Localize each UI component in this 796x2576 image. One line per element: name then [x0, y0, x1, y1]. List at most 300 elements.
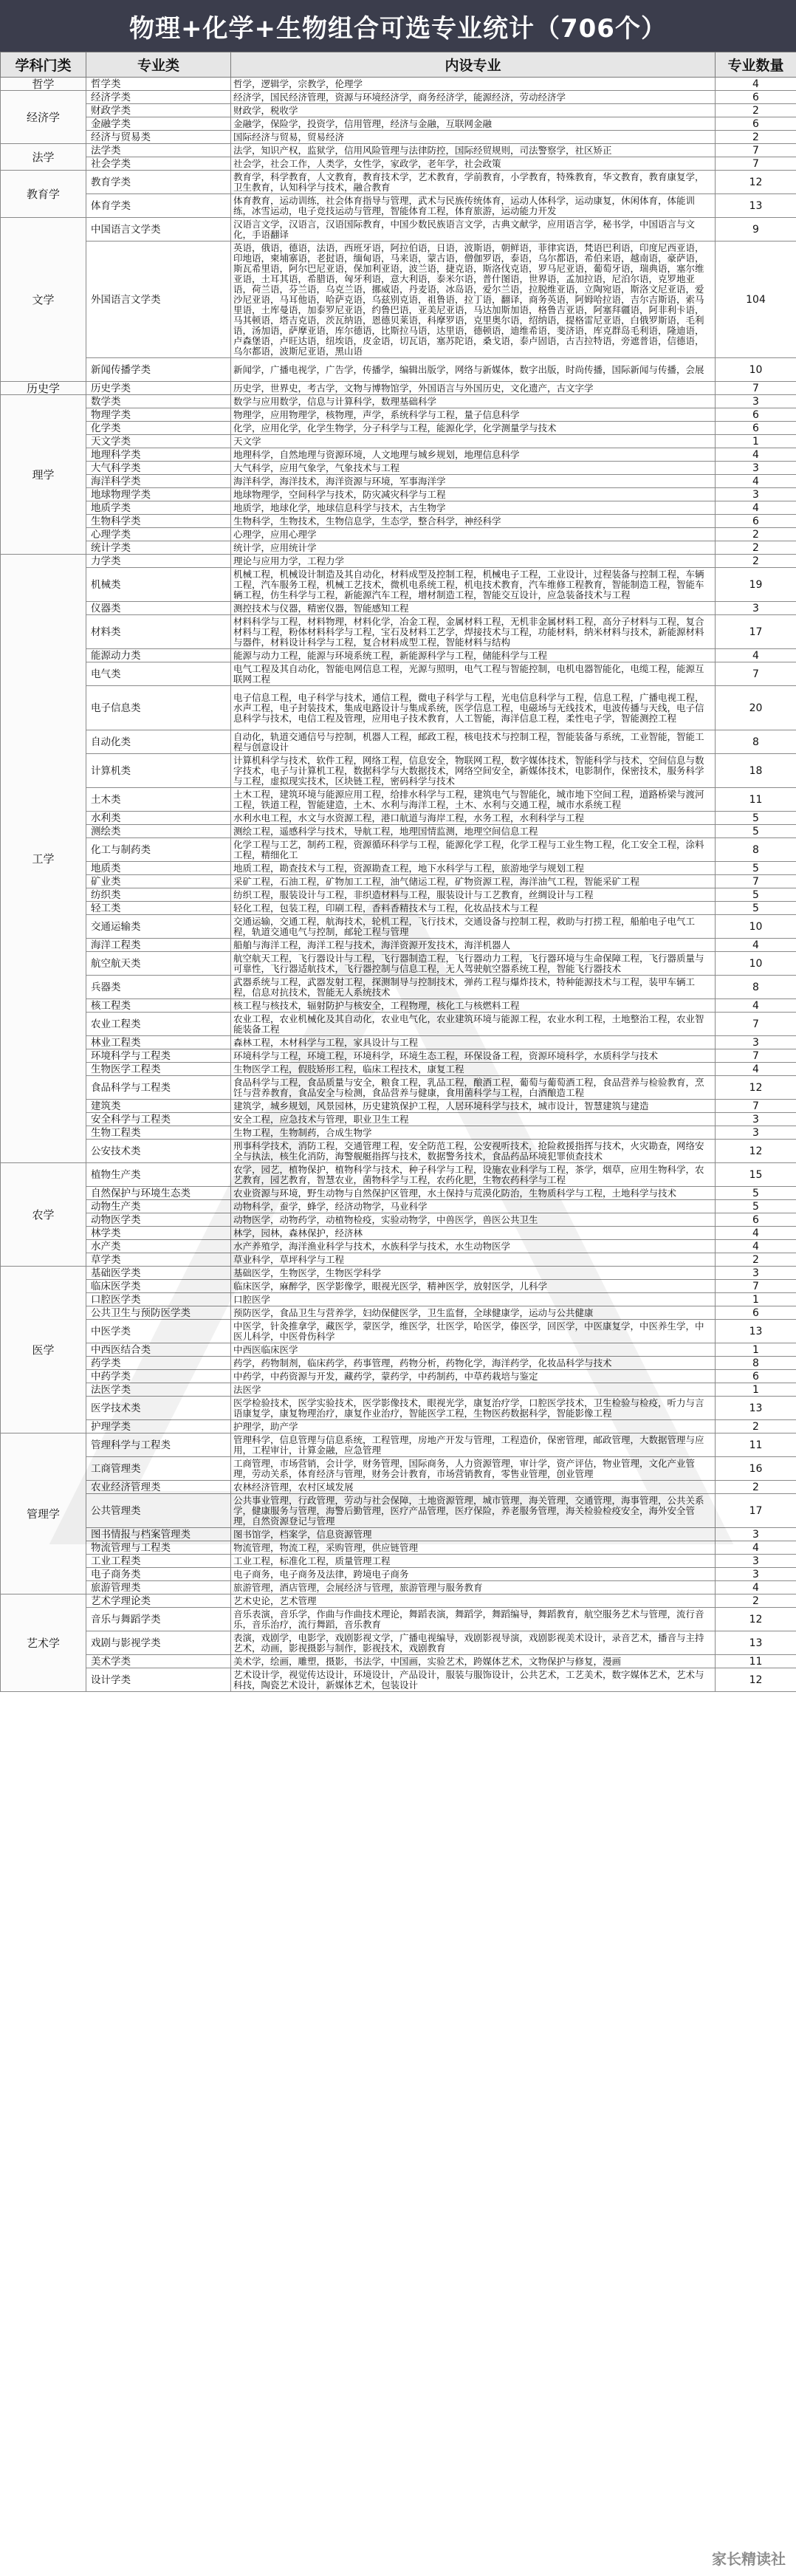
majors-cell: 数学与应用数学，信息与计算科学，数理基础科学 [231, 395, 716, 408]
count-cell: 17 [716, 1494, 796, 1528]
majors-cell: 法医学 [231, 1383, 716, 1397]
category-cell: 中医学类 [86, 1320, 231, 1343]
majors-cell: 农林经济管理，农村区域发展 [231, 1481, 716, 1494]
count-cell: 4 [716, 78, 796, 91]
category-cell: 音乐与舞蹈学类 [86, 1608, 231, 1631]
count-cell: 8 [716, 838, 796, 862]
count-cell: 10 [716, 358, 796, 382]
category-cell: 海洋工程类 [86, 939, 231, 952]
table-row [1, 144, 796, 157]
table-row [1, 1126, 796, 1140]
count-cell: 8 [716, 730, 796, 754]
table-row [1, 515, 796, 528]
count-cell: 10 [716, 952, 796, 976]
category-cell: 统计学类 [86, 541, 231, 555]
count-cell: 13 [716, 1397, 796, 1420]
category-cell: 工商管理类 [86, 1457, 231, 1481]
table-row [1, 952, 796, 976]
category-cell: 航空航天类 [86, 952, 231, 976]
table-row [1, 1555, 796, 1568]
discipline-cell: 经济学 [1, 91, 86, 144]
table-row [1, 615, 796, 649]
count-cell: 12 [716, 171, 796, 194]
category-cell: 水产类 [86, 1240, 231, 1253]
category-cell: 天文学类 [86, 435, 231, 448]
count-cell: 4 [716, 939, 796, 952]
table-row [1, 435, 796, 448]
category-cell: 计算机类 [86, 754, 231, 788]
count-cell: 6 [716, 1213, 796, 1227]
count-cell: 4 [716, 1240, 796, 1253]
category-cell: 电子商务类 [86, 1568, 231, 1581]
count-cell: 5 [716, 902, 796, 915]
table-row [1, 1631, 796, 1655]
count-cell: 1 [716, 435, 796, 448]
count-cell: 3 [716, 1036, 796, 1049]
majors-cell: 刑事科学技术，消防工程，交通管理工程，安全防范工程，公安视听技术，抢险救援指挥与技术，火灾勘查，网络安全与执法，核生化消防，海警舰艇指挥与技术，数据警务技术，食品药品环境犯罪侦查技术 [231, 1140, 716, 1163]
count-cell: 2 [716, 528, 796, 541]
count-cell: 3 [716, 1568, 796, 1581]
table-row [1, 382, 796, 395]
count-cell: 6 [716, 1306, 796, 1320]
majors-cell: 核工程与核技术，辐射防护与核安全，工程物理，核化工与核燃料工程 [231, 999, 716, 1013]
count-cell: 13 [716, 194, 796, 218]
count-cell: 2 [716, 1420, 796, 1433]
count-cell: 7 [716, 382, 796, 395]
category-cell: 外国语言文学类 [86, 242, 231, 358]
category-cell: 图书情报与档案管理类 [86, 1528, 231, 1541]
category-cell: 生物工程类 [86, 1126, 231, 1140]
majors-cell: 工商管理，市场营销，会计学，财务管理，国际商务，人力资源管理，审计学，资产评估，物业管理，文化产业管理，劳动关系，体育经济与管理，财务会计教育，市场营销教育，零售业管理，创业管理 [231, 1457, 716, 1481]
header-majors: 内设专业 [231, 52, 716, 78]
category-cell: 教育学类 [86, 171, 231, 194]
count-cell: 7 [716, 1049, 796, 1063]
category-cell: 农业经济管理类 [86, 1481, 231, 1494]
majors-cell: 预防医学，食品卫生与营养学，妇幼保健医学，卫生监督，全球健康学，运动与公共健康 [231, 1306, 716, 1320]
category-cell: 自动化类 [86, 730, 231, 754]
count-cell: 5 [716, 1187, 796, 1200]
category-cell: 物流管理与工程类 [86, 1541, 231, 1555]
category-cell: 林学类 [86, 1227, 231, 1240]
count-cell: 7 [716, 662, 796, 686]
major-statistics-table [0, 52, 796, 1692]
table-row [1, 999, 796, 1013]
table-row [1, 1568, 796, 1581]
table-row [1, 1163, 796, 1187]
category-cell: 新闻传播学类 [86, 358, 231, 382]
discipline-cell: 教育学 [1, 171, 86, 218]
majors-cell: 电气工程及其自动化，智能电网信息工程，光源与照明，电气工程与智能控制，电机电器智能化，电缆工程，能源互联网工程 [231, 662, 716, 686]
majors-cell: 化学工程与工艺，制药工程，资源循环科学与工程，能源化学工程，化学工程与工业生物工程，化工安全工程，涂料工程，精细化工 [231, 838, 716, 862]
table-row [1, 754, 796, 788]
count-cell: 12 [716, 1140, 796, 1163]
count-cell: 4 [716, 1227, 796, 1240]
category-cell: 财政学类 [86, 104, 231, 117]
table-row [1, 1655, 796, 1668]
majors-cell: 地球物理学，空间科学与技术，防灾减灾科学与工程 [231, 488, 716, 501]
majors-cell: 草业科学，草坪科学与工程 [231, 1253, 716, 1267]
category-cell: 物理学类 [86, 408, 231, 422]
table-row [1, 1343, 796, 1357]
category-cell: 护理学类 [86, 1420, 231, 1433]
majors-cell: 教育学，科学教育，人文教育，教育技术学，艺术教育，学前教育，小学教育，特殊教育，华文教育，教育康复学，卫生教育，认知科学与技术，融合教育 [231, 171, 716, 194]
category-cell: 环境科学与工程类 [86, 1049, 231, 1063]
majors-cell: 护理学，助产学 [231, 1420, 716, 1433]
majors-cell: 测绘工程，遥感科学与技术，导航工程，地理国情监测，地理空间信息工程 [231, 825, 716, 838]
table-row [1, 1063, 796, 1076]
table-row [1, 939, 796, 952]
table-row [1, 1608, 796, 1631]
count-cell: 9 [716, 218, 796, 242]
table-row [1, 602, 796, 615]
table-body [1, 78, 796, 1692]
majors-cell: 土木工程，建筑环境与能源应用工程，给排水科学与工程，建筑电气与智能化，城市地下空间工程，道路桥梁与渡河工程，铁道工程，智能建造，土木、水利与海洋工程，土木、水利与交通工程，城市水系统工程 [231, 788, 716, 812]
header-discipline: 学科门类 [1, 52, 86, 78]
count-cell: 6 [716, 422, 796, 435]
majors-cell: 船舶与海洋工程，海洋工程与技术，海洋资源开发技术，海洋机器人 [231, 939, 716, 952]
count-cell: 8 [716, 976, 796, 999]
table-row [1, 1036, 796, 1049]
majors-cell: 公共事业管理，行政管理，劳动与社会保障，土地资源管理，城市管理，海关管理，交通管理，海事管理，公共关系学，健康服务与管理，海警后勤管理，医疗产品管理，医疗保险，养老服务管理，海关检验检疫安全，海外安全管理，自然资源登记与管理 [231, 1494, 716, 1528]
table-row [1, 78, 796, 91]
majors-cell: 轻化工程，包装工程，印刷工程，香料香精技术与工程，化妆品技术与工程 [231, 902, 716, 915]
table-row [1, 1240, 796, 1253]
majors-cell: 采矿工程，石油工程，矿物加工工程，油气储运工程，矿物资源工程，海洋油气工程，智能采矿工程 [231, 875, 716, 888]
category-cell: 公安技术类 [86, 1140, 231, 1163]
header-category: 专业类 [86, 52, 231, 78]
category-cell: 公共管理类 [86, 1494, 231, 1528]
count-cell: 4 [716, 1541, 796, 1555]
table-row [1, 475, 796, 488]
table-row [1, 812, 796, 825]
table-row [1, 662, 796, 686]
majors-cell: 医学检验技术，医学实验技术，医学影像技术，眼视光学，康复治疗学，口腔医学技术，卫生检验与检疫，听力与言语康复学，康复物理治疗，康复作业治疗，智能医学工程，生物医药数据科学，智能影像工程 [231, 1397, 716, 1420]
table-row [1, 838, 796, 862]
category-cell: 工业工程类 [86, 1555, 231, 1568]
count-cell: 3 [716, 1528, 796, 1541]
table-row [1, 395, 796, 408]
majors-cell: 能源与动力工程，能源与环境系统工程，新能源科学与工程，储能科学与工程 [231, 649, 716, 662]
majors-cell: 金融学，保险学，投资学，信用管理，经济与金融，互联网金融 [231, 117, 716, 131]
table-row [1, 1357, 796, 1370]
table-row [1, 730, 796, 754]
discipline-cell: 文学 [1, 218, 86, 382]
category-cell: 测绘类 [86, 825, 231, 838]
majors-cell: 表演，戏剧学，电影学，戏剧影视文学，广播电视编导，戏剧影视导演，戏剧影视美术设计，录音艺术，播音与主持艺术，动画，影视摄影与制作，影视技术，戏剧教育 [231, 1631, 716, 1655]
category-cell: 农业工程类 [86, 1013, 231, 1036]
category-cell: 材料类 [86, 615, 231, 649]
table-row [1, 358, 796, 382]
category-cell: 动物医学类 [86, 1213, 231, 1227]
majors-cell: 动物医学，动物药学，动植物检疫，实验动物学，中兽医学，兽医公共卫生 [231, 1213, 716, 1227]
table-row [1, 788, 796, 812]
majors-cell: 新闻学，广播电视学，广告学，传播学，编辑出版学，网络与新媒体，数字出版，时尚传播，国际新闻与传播，会展 [231, 358, 716, 382]
majors-cell: 国际经济与贸易，贸易经济 [231, 131, 716, 144]
category-cell: 建筑类 [86, 1100, 231, 1113]
count-cell: 4 [716, 999, 796, 1013]
majors-cell: 建筑学，城乡规划，风景园林，历史建筑保护工程，人居环境科学与技术，城市设计，智慧建筑与建造 [231, 1100, 716, 1113]
count-cell: 3 [716, 602, 796, 615]
majors-cell: 材料科学与工程，材料物理，材料化学，冶金工程，金属材料工程，无机非金属材料工程，高分子材料与工程，复合材料与工程，粉体材料科学与工程，宝石及材料工艺学，焊接技术与工程，功能材料，纳米材料与技术，新能源材料与器件，材料设计科学与工程，复合材料成型工程，智能材料与结构 [231, 615, 716, 649]
table-row [1, 422, 796, 435]
count-cell: 10 [716, 915, 796, 939]
discipline-cell: 历史学 [1, 382, 86, 395]
page-title-banner [0, 0, 796, 52]
majors-cell: 物流管理，物流工程，采购管理，供应链管理 [231, 1541, 716, 1555]
count-cell: 11 [716, 1655, 796, 1668]
category-cell: 海洋科学类 [86, 475, 231, 488]
category-cell: 基础医学类 [86, 1267, 231, 1280]
count-cell: 5 [716, 888, 796, 902]
table-row [1, 157, 796, 171]
count-cell: 1 [716, 1383, 796, 1397]
table-row [1, 1397, 796, 1420]
majors-cell: 历史学，世界史，考古学，文物与博物馆学，外国语言与外国历史，文化遗产，古文字学 [231, 382, 716, 395]
category-cell: 口腔医学类 [86, 1293, 231, 1306]
category-cell: 大气科学类 [86, 462, 231, 475]
table-row [1, 915, 796, 939]
category-cell: 医学技术类 [86, 1397, 231, 1420]
table-row [1, 1293, 796, 1306]
count-cell: 2 [716, 104, 796, 117]
majors-cell: 自动化，轨道交通信号与控制，机器人工程，邮政工程，核电技术与控制工程，智能装备与系统，工业智能，智能工程与创意设计 [231, 730, 716, 754]
majors-cell: 环境科学与工程，环境工程，环境科学，环境生态工程，环保设备工程，资源环境科学，水质科学与技术 [231, 1049, 716, 1063]
table-row [1, 1280, 796, 1293]
majors-cell: 武器系统与工程，武器发射工程，探测制导与控制技术，弹药工程与爆炸技术，特种能源技术与工程，装甲车辆工程，信息对抗技术，智能无人系统技术 [231, 976, 716, 999]
count-cell: 3 [716, 1126, 796, 1140]
table-row [1, 1227, 796, 1240]
majors-cell: 大气科学，应用气象学，气象技术与工程 [231, 462, 716, 475]
count-cell: 6 [716, 117, 796, 131]
majors-cell: 药学，药物制剂，临床药学，药事管理，药物分析，药物化学，海洋药学，化妆品科学与技术 [231, 1357, 716, 1370]
page-title: 物理+化学+生物组合可选专业统计（706个） [129, 13, 667, 44]
majors-cell: 电子信息工程，电子科学与技术，通信工程，微电子科学与工程，光电信息科学与工程，信息工程，广播电视工程，水声工程，电子封装技术，集成电路设计与集成系统，医学信息工程，电磁场与无线技术，电波传播与天线，电子信息科学与技术，电信工程及管理，应用电子技术教育，人工智能，海洋信息工程，柔性电子学，智能测控工程 [231, 686, 716, 730]
table-row [1, 528, 796, 541]
table-row [1, 1370, 796, 1383]
count-cell: 2 [716, 1594, 796, 1608]
count-cell: 4 [716, 448, 796, 462]
table-row [1, 1076, 796, 1100]
majors-cell: 计算机科学与技术，软件工程，网络工程，信息安全，物联网工程，数字媒体技术，智能科学与技术，空间信息与数字技术，电子与计算机工程，数据科学与大数据技术，网络空间安全，新媒体技术，电影制作，保密技术，服务科学与工程，虚拟现实技术，区块链工程，密码科学与技术 [231, 754, 716, 788]
table-row [1, 1541, 796, 1555]
majors-cell: 社会学，社会工作，人类学，女性学，家政学，老年学，社会政策 [231, 157, 716, 171]
count-cell: 7 [716, 1100, 796, 1113]
count-cell: 7 [716, 875, 796, 888]
table-row [1, 408, 796, 422]
table-row [1, 242, 796, 358]
count-cell: 4 [716, 1063, 796, 1076]
table-row [1, 1140, 796, 1163]
majors-cell: 生物工程，生物制药，合成生物学 [231, 1126, 716, 1140]
category-cell: 能源动力类 [86, 649, 231, 662]
table-row [1, 1013, 796, 1036]
category-cell: 草学类 [86, 1253, 231, 1267]
table-row [1, 1306, 796, 1320]
majors-cell: 农业资源与环境，野生动物与自然保护区管理，水土保持与荒漠化防治，生物质科学与工程，土地科学与技术 [231, 1187, 716, 1200]
count-cell: 5 [716, 812, 796, 825]
majors-cell: 英语，俄语，德语，法语，西班牙语，阿拉伯语，日语，波斯语，朝鲜语，菲律宾语，梵语巴利语，印度尼西亚语，印地语，柬埔寨语，老挝语，缅甸语，马来语，蒙古语，僧伽罗语，泰语，乌尔都语，希伯来语，越南语，豪萨语，斯瓦希里语，阿尔巴尼亚语，保加利亚语，波兰语，捷克语，斯洛伐克语，罗马尼亚语，葡萄牙语，瑞典语，塞尔维亚语，土耳其语，希腊语，匈牙利语，意大利语，泰米尔语，普什图语，世界语，孟加拉语，尼泊尔语，克罗地亚语，荷兰语，芬兰语，乌克兰语，挪威语，丹麦语，冰岛语，爱尔兰语，拉脱维亚语，立陶宛语，斯洛文尼亚语，爱沙尼亚语，马耳他语，哈萨克语，乌兹别克语，祖鲁语，拉丁语，翻译，商务英语，阿姆哈拉语，吉尔吉斯语，索马里语，土库曼语，加泰罗尼亚语，约鲁巴语，亚美尼亚语，马达加斯加语，格鲁吉亚语，阿塞拜疆语，阿非利卡语，马其顿语，塔吉克语，茨瓦纳语，恩德贝莱语，科摩罗语，克里奥尔语，绍纳语，提格雷尼亚语，白俄罗斯语，毛利语，汤加语，萨摩亚语，库尔德语，比斯拉马语，达里语，德顿语，迪维希语，斐济语，库克群岛毛利语，隆迪语，卢森堡语，卢旺达语，纽埃语，皮金语，切瓦语，塞苏陀语，桑戈语，泰卢固语，古吉拉特语，旁遮普语，信德语，乌尔都语，波斯尼亚语，黑山语 [231, 242, 716, 358]
table-row [1, 448, 796, 462]
majors-cell: 中药学，中药资源与开发，藏药学，蒙药学，中药制药，中草药栽培与鉴定 [231, 1370, 716, 1383]
table-row [1, 875, 796, 888]
category-cell: 药学类 [86, 1357, 231, 1370]
count-cell: 4 [716, 1581, 796, 1594]
table-row [1, 1528, 796, 1541]
header-count: 专业数量 [716, 52, 796, 78]
table-row [1, 171, 796, 194]
count-cell: 11 [716, 1433, 796, 1457]
table-row [1, 1668, 796, 1692]
category-cell: 化工与制药类 [86, 838, 231, 862]
table-row [1, 488, 796, 501]
majors-cell: 图书馆学，档案学，信息资源管理 [231, 1528, 716, 1541]
category-cell: 地理科学类 [86, 448, 231, 462]
category-cell: 林业工程类 [86, 1036, 231, 1049]
category-cell: 临床医学类 [86, 1280, 231, 1293]
majors-cell: 经济学，国民经济管理，资源与环境经济学，商务经济学，能源经济，劳动经济学 [231, 91, 716, 104]
category-cell: 植物生产类 [86, 1163, 231, 1187]
majors-cell: 艺术设计学，视觉传达设计，环境设计，产品设计，服装与服饰设计，公共艺术，工艺美术，数字媒体艺术，艺术与科技，陶瓷艺术设计，新媒体艺术，包装设计 [231, 1668, 716, 1692]
table-row [1, 1481, 796, 1494]
table-row [1, 1049, 796, 1063]
count-cell: 2 [716, 555, 796, 568]
category-cell: 经济与贸易类 [86, 131, 231, 144]
category-cell: 核工程类 [86, 999, 231, 1013]
count-cell: 18 [716, 754, 796, 788]
count-cell: 15 [716, 1163, 796, 1187]
majors-cell: 口腔医学 [231, 1293, 716, 1306]
table-row [1, 1494, 796, 1528]
category-cell: 心理学类 [86, 528, 231, 541]
majors-cell: 纺织工程，服装设计与工程，非织造材料与工程，服装设计与工艺教育，丝绸设计与工程 [231, 888, 716, 902]
count-cell: 4 [716, 501, 796, 515]
majors-cell: 农业工程，农业机械化及其自动化，农业电气化，农业建筑环境与能源工程，农业水利工程，土地整治工程，农业智能装备工程 [231, 1013, 716, 1036]
category-cell: 哲学类 [86, 78, 231, 91]
table-row [1, 976, 796, 999]
discipline-cell: 法学 [1, 144, 86, 171]
count-cell: 104 [716, 242, 796, 358]
count-cell: 7 [716, 157, 796, 171]
table-row [1, 862, 796, 875]
count-cell: 3 [716, 395, 796, 408]
majors-cell: 动物科学，蚕学，蜂学，经济动物学，马业科学 [231, 1200, 716, 1213]
table-row [1, 568, 796, 602]
count-cell: 2 [716, 1253, 796, 1267]
majors-cell: 体育教育，运动训练，社会体育指导与管理，武术与民族传统体育，运动人体科学，运动康复，休闲体育，体能训练，冰雪运动，电子竞技运动与管理，智能体育工程，体育旅游，运动能力开发 [231, 194, 716, 218]
count-cell: 1 [716, 1343, 796, 1357]
table-row [1, 686, 796, 730]
category-cell: 食品科学与工程类 [86, 1076, 231, 1100]
category-cell: 仪器类 [86, 602, 231, 615]
majors-cell: 地质工程，勘查技术与工程，资源勘查工程，地下水科学与工程，旅游地学与规划工程 [231, 862, 716, 875]
category-cell: 设计学类 [86, 1668, 231, 1692]
majors-cell: 理论与应用力学，工程力学 [231, 555, 716, 568]
count-cell: 12 [716, 1668, 796, 1692]
majors-cell: 海洋科学，海洋技术，海洋资源与环境，军事海洋学 [231, 475, 716, 488]
majors-cell: 天文学 [231, 435, 716, 448]
category-cell: 水利类 [86, 812, 231, 825]
majors-cell: 森林工程，木材科学与工程，家具设计与工程 [231, 1036, 716, 1049]
discipline-cell: 艺术学 [1, 1594, 86, 1692]
category-cell: 中国语言文学类 [86, 218, 231, 242]
count-cell: 2 [716, 1481, 796, 1494]
footer-watermark: 家长精读社 [712, 2550, 786, 2568]
category-cell: 电子信息类 [86, 686, 231, 730]
category-cell: 生物科学类 [86, 515, 231, 528]
category-cell: 交通运输类 [86, 915, 231, 939]
table-row [1, 117, 796, 131]
majors-cell: 食品科学与工程，食品质量与安全，粮食工程，乳品工程，酿酒工程，葡萄与葡萄酒工程，食品营养与检验教育，烹饪与营养教育，食品安全与检测，食品营养与健康，食用菌科学与工程，白酒酿造工程 [231, 1076, 716, 1100]
count-cell: 7 [716, 1013, 796, 1036]
category-cell: 公共卫生与预防医学类 [86, 1306, 231, 1320]
category-cell: 土木类 [86, 788, 231, 812]
majors-cell: 交通运输，交通工程，航海技术，轮机工程，飞行技术，交通设备与控制工程，救助与打捞工程，船舶电子电气工程，轨道交通电气与控制，邮轮工程与管理 [231, 915, 716, 939]
majors-cell: 水利水电工程，水文与水资源工程，港口航道与海岸工程，水务工程，水利科学与工程 [231, 812, 716, 825]
table-row [1, 194, 796, 218]
category-cell: 机械类 [86, 568, 231, 602]
count-cell: 3 [716, 1113, 796, 1126]
table-row [1, 649, 796, 662]
category-cell: 轻工类 [86, 902, 231, 915]
category-cell: 地质类 [86, 862, 231, 875]
majors-cell: 生物医学工程，假肢矫形工程，临床工程技术，康复工程 [231, 1063, 716, 1076]
majors-cell: 安全工程，应急技术与管理，职业卫生工程 [231, 1113, 716, 1126]
category-cell: 矿业类 [86, 875, 231, 888]
table-row [1, 1253, 796, 1267]
count-cell: 6 [716, 91, 796, 104]
discipline-cell: 农学 [1, 1163, 86, 1267]
majors-cell: 心理学，应用心理学 [231, 528, 716, 541]
count-cell: 13 [716, 1631, 796, 1655]
count-cell: 19 [716, 568, 796, 602]
discipline-cell: 理学 [1, 395, 86, 555]
table-row [1, 825, 796, 838]
table-row [1, 1581, 796, 1594]
category-cell: 戏剧与影视学类 [86, 1631, 231, 1655]
category-cell: 自然保护与环境生态类 [86, 1187, 231, 1200]
count-cell: 6 [716, 1370, 796, 1383]
table-row [1, 555, 796, 568]
count-cell: 5 [716, 862, 796, 875]
majors-cell: 机械工程，机械设计制造及其自动化，材料成型及控制工程，机械电子工程，工业设计，过程装备与控制工程，车辆工程，汽车服务工程，机械工艺技术，微机电系统工程，机电技术教育，汽车维修工程教育，智能制造工程，智能车辆工程，仿生科学与工程，新能源汽车工程，增材制造工程，智能交互设计，应急装备技术与工程 [231, 568, 716, 602]
count-cell: 7 [716, 144, 796, 157]
majors-cell: 汉语言文学，汉语言，汉语国际教育，中国少数民族语言文学，古典文献学，应用语言学，秘书学，中国语言与文化，手语翻译 [231, 218, 716, 242]
table-row [1, 1200, 796, 1213]
majors-cell: 统计学，应用统计学 [231, 541, 716, 555]
discipline-cell: 医学 [1, 1267, 86, 1433]
count-cell: 6 [716, 515, 796, 528]
category-cell: 体育学类 [86, 194, 231, 218]
count-cell: 12 [716, 1076, 796, 1100]
count-cell: 7 [716, 1280, 796, 1293]
table-row [1, 541, 796, 555]
majors-cell: 管理科学，信息管理与信息系统，工程管理，房地产开发与管理，工程造价，保密管理，邮政管理，大数据管理与应用，工程审计，计算金融，应急管理 [231, 1433, 716, 1457]
majors-cell: 艺术史论，艺术管理 [231, 1594, 716, 1608]
count-cell: 13 [716, 1320, 796, 1343]
table-row [1, 462, 796, 475]
table-row [1, 1267, 796, 1280]
count-cell: 5 [716, 1200, 796, 1213]
category-cell: 金融学类 [86, 117, 231, 131]
majors-cell: 基础医学，生物医学，生物医学科学 [231, 1267, 716, 1280]
count-cell: 5 [716, 825, 796, 838]
count-cell: 3 [716, 1555, 796, 1568]
count-cell: 17 [716, 615, 796, 649]
table-row [1, 1594, 796, 1608]
category-cell: 经济学类 [86, 91, 231, 104]
table-row [1, 218, 796, 242]
category-cell: 化学类 [86, 422, 231, 435]
